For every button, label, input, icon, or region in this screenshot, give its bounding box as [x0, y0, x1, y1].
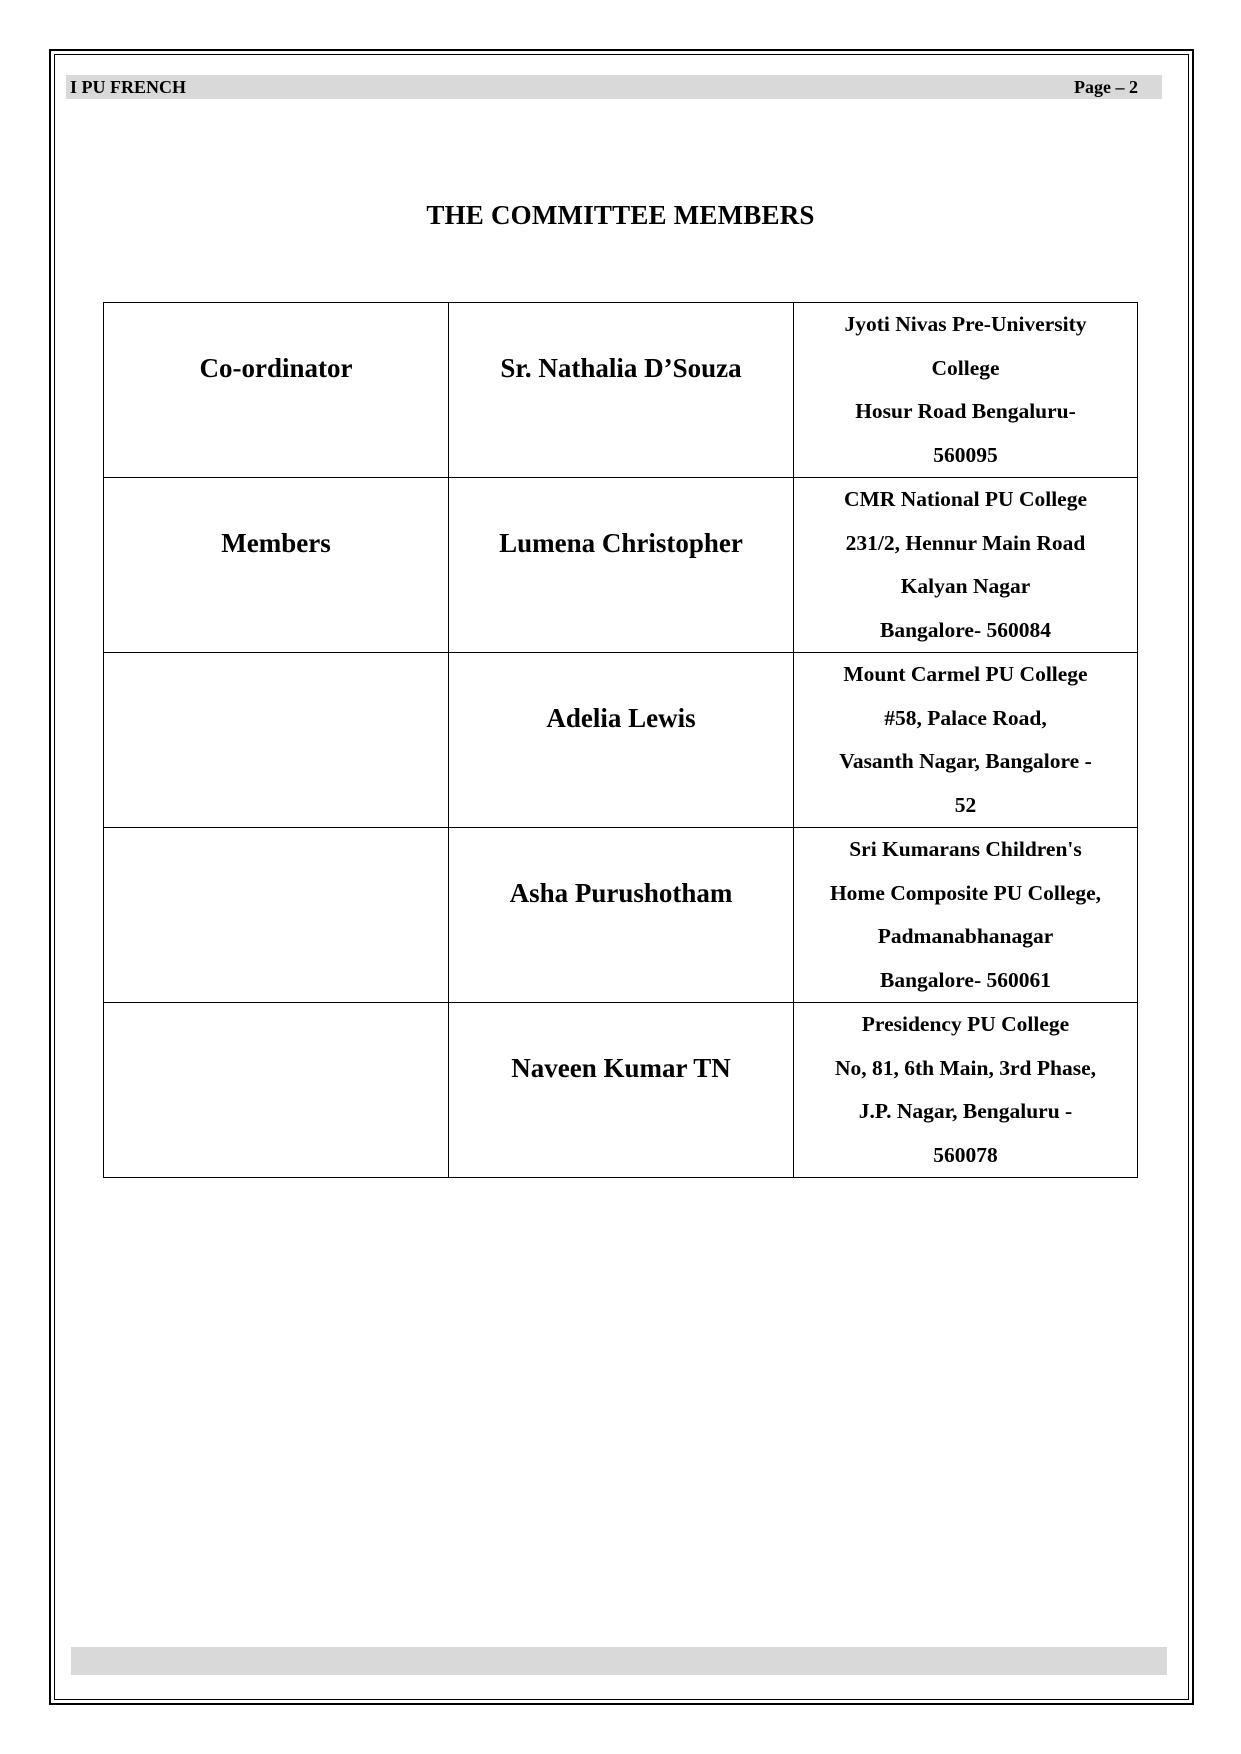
role-cell: Members [104, 478, 449, 653]
address-line: 560095 [933, 442, 998, 467]
header-page-number: Page – 2 [1074, 77, 1138, 97]
address-line: Bangalore- 560061 [879, 967, 1051, 992]
address-cell [794, 478, 1138, 653]
member-name-cell: Naveen Kumar TN [449, 1003, 794, 1178]
role-cell [104, 653, 449, 828]
member-name-cell: Lumena Christopher [449, 478, 794, 653]
member-name-cell: Adelia Lewis [449, 653, 794, 828]
address-line: #58, Palace Road, [884, 705, 1047, 730]
role-cell [104, 1003, 449, 1178]
page-header [66, 75, 1162, 99]
table-row [104, 1003, 1138, 1178]
role-cell: Co-ordinator [104, 303, 449, 478]
page-title: THE COMMITTEE MEMBERS [426, 200, 815, 230]
table-row [104, 653, 1138, 828]
address-cell [794, 1003, 1138, 1178]
committee-table [103, 302, 1138, 1178]
address-line: Sri Kumarans Children's [849, 837, 1082, 861]
address-line: Hosur Road Bengaluru- [855, 399, 1076, 423]
address-cell [794, 303, 1138, 478]
address-line: 52 [954, 792, 977, 817]
address-line: Presidency PU College [861, 1012, 1070, 1036]
address-line: Jyoti Nivas Pre-University [844, 312, 1087, 336]
address-line: J.P. Nagar, Bengaluru - [858, 1099, 1073, 1123]
address-line: 231/2, Hennur Main Road [845, 530, 1086, 555]
address-line: No, 81, 6th Main, 3rd Phase, [835, 1055, 1096, 1080]
address-line: Padmanabhanagar [877, 924, 1054, 948]
address-line: Bangalore- 560084 [879, 617, 1051, 642]
address-line: 560078 [933, 1142, 998, 1167]
address-line: CMR National PU College [843, 487, 1088, 511]
address-cell [794, 828, 1138, 1003]
address-cell [794, 653, 1138, 828]
page-footer-bar [71, 1647, 1167, 1675]
address-line: Mount Carmel PU College [843, 662, 1088, 686]
member-name-cell: Sr. Nathalia D’Souza [449, 303, 794, 478]
address-line: College [931, 355, 1000, 380]
address-line: Home Composite PU College, [829, 880, 1102, 905]
role-cell [104, 828, 449, 1003]
member-name-cell: Asha Purushotham [449, 828, 794, 1003]
table-row [104, 303, 1138, 478]
table-row [104, 478, 1138, 653]
address-line: Kalyan Nagar [900, 574, 1031, 598]
table-row [104, 828, 1138, 1003]
header-subject: I PU FRENCH [70, 77, 186, 97]
address-line: Vasanth Nagar, Bangalore - [839, 749, 1092, 773]
